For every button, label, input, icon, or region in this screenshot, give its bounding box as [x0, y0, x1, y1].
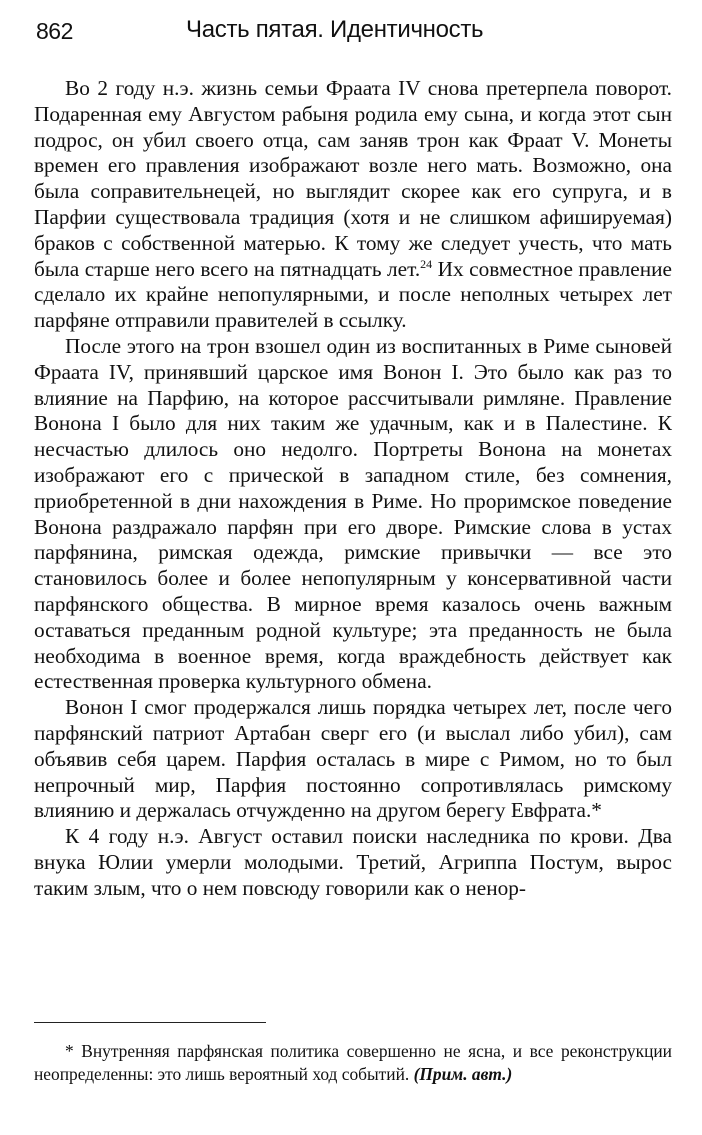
main-text [34, 76, 672, 902]
footnote-attribution: (Прим. авт.) [413, 1064, 513, 1084]
paragraph-2: После этого на трон взошел один из воспитанных в Риме сыновей Фраата IV, принявший царское имя Вонон I. Это было как раз то влияние на Парфию, на которое рассчитывали римляне. Правление Вонона I было для них таким же удачным, как и в Палестине. К несчастью длилось оно недолго. Портреты Вонона на монетах изображают его с прической в западном стиле, без сомнения, приобретенной в дни нахождения в Риме. Но проримское поведение Вонона раздражало парфян при его дворе. Римские слова в устах парфянина, римская одежда, римские привычки — все это становилось более и более непопулярным у консервативной части парфянского общества. В мирное время казалось очень важным оставаться преданным родной культуре; эта преданность не была необходима в военное время, когда враждебность действует как естественная проверка культурного обмена. [34, 333, 672, 694]
page-number: 862 [36, 18, 73, 44]
paragraph-1-continuation: Их совместное правление сделало их крайне непопулярными, и после неполных четырех лет парфяне отправили правителей в ссылку. [34, 256, 672, 333]
footnote-divider [34, 1022, 266, 1023]
paragraph-4: К 4 году н.э. Август оставил поиски наследника по крови. Два внука Юлии умерли молодыми. Третий, Агриппа Постум, вырос таким злым, что о нем повсюду говорили как о ненор- [34, 824, 672, 900]
footnote [34, 1040, 672, 1086]
footnote-paragraph [34, 1040, 672, 1086]
page-header [28, 14, 674, 54]
paragraph-1 [34, 76, 672, 334]
footnote-text: * Внутренняя парфянская политика совершенно не ясна, и все реконструкции неопределенны: это лишь вероятный ход событий. [34, 1041, 672, 1084]
paragraph-1-text: Во 2 году н.э. жизнь семьи Фраата IV снова претерпела поворот. Подаренная ему Августом рабыня родила ему сына, и когда этот сын подрос, он убил своего отца, сам заняв трон как Фраат V. Монеты времен его правления изображают возле него мать. Возможно, она была соправительнецей, но выглядит скорее как его супруга, и в Парфии существовала традиция (хотя и не слишком афишируемая) браков с собственной матерью. К тому же следует учесть, что мать была старше него всего на пятнадцать лет. [34, 76, 672, 281]
paragraph-3: Вонон I смог продержался лишь порядка четырех лет, после чего парфянский патриот Артабан сверг его (и выслал либо убил), сам объявив себя царем. Парфия осталась в мире с Римом, но то был непрочный мир, Парфия постоянно сопротивлялась римскому влиянию и держалась отчужденно на другом берегу Евфрата.* [34, 695, 672, 823]
running-head: Часть пятая. Идентичность [186, 16, 484, 43]
note-reference: 24 [420, 256, 433, 271]
